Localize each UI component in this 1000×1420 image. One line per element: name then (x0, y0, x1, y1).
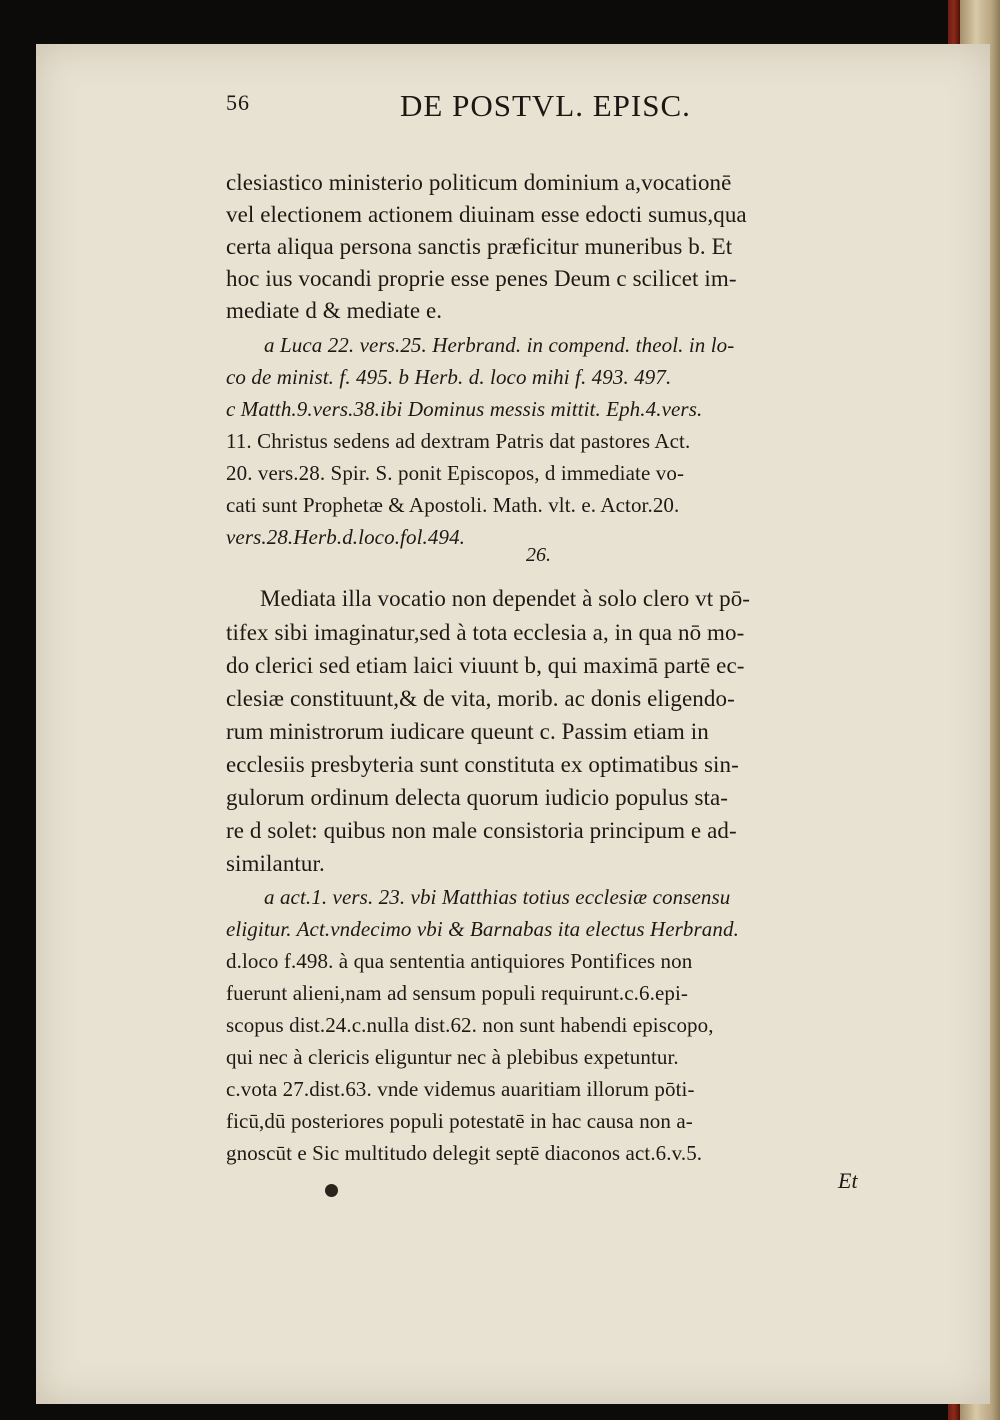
footnote-line: 11. Christus sedens ad dextram Patris dat pastores Act. (226, 429, 691, 453)
catchword: Et (838, 1168, 858, 1193)
footnote-line: fuerunt alieni,nam ad sensum populi requirunt.c.6.epi- (226, 981, 689, 1005)
text-line: rum ministrorum iudicare queunt c. Passim etiam in (226, 719, 709, 744)
text-line: re d solet: quibus non male consistoria principum e ad- (226, 818, 737, 843)
footnote-line: gnoscūt e Sic multitudo delegit septē diaconos act.6.v.5. (226, 1141, 703, 1165)
footnote-line: qui nec à clericis eliguntur nec à plebibus expetuntur. (226, 1045, 679, 1069)
footnote-line: c Matth.9.vers.38.ibi Dominus messis mittit. Eph.4.vers. (226, 397, 703, 421)
text-line: do clerici sed etiam laici viuunt b, qui maximā partē ec- (226, 653, 745, 678)
text-line: tifex sibi imaginatur,sed à tota ecclesia a, in qua nō mo- (226, 620, 745, 645)
text-line: clesiastico ministerio politicum dominium a,vocationē (226, 170, 732, 195)
footnote-line: ficū,dū posteriores populi potestatē in hac causa non a- (226, 1109, 693, 1133)
footnote-line: vers.28.Herb.d.loco.fol.494. (226, 525, 466, 549)
footnote-line: cati sunt Prophetæ & Apostoli. Math. vlt. e. Actor.20. (226, 493, 680, 517)
page-number: 56 (226, 90, 250, 115)
footnote-line: eligitur. Act.vndecimo vbi & Barnabas ita electus Herbrand. (226, 917, 739, 941)
text-line: Mediata illa vocatio non dependet à solo clero vt pō- (260, 586, 751, 611)
book-page (36, 44, 990, 1404)
text-line: similantur. (226, 851, 325, 876)
text-line: vel electionem actionem diuinam esse edocti sumus,qua (226, 202, 747, 227)
text-line: gulorum ordinum delecta quorum iudicio populus sta- (226, 785, 729, 810)
footnote-line: scopus dist.24.c.nulla dist.62. non sunt habendi episcopo, (226, 1013, 714, 1037)
running-title: DE POSTVL. EPISC. (400, 88, 691, 123)
section-number: 26. (526, 544, 551, 566)
text-line: mediate d & mediate e. (226, 298, 443, 323)
footnote-line: a act.1. vers. 23. vbi Matthias totius ecclesiæ consensu (264, 885, 731, 909)
page-header (226, 88, 746, 128)
ink-blot (325, 1184, 338, 1197)
text-line: clesiæ constituunt,& de vita, morib. ac donis eligendo- (226, 686, 735, 711)
footnote-line: a Luca 22. vers.25. Herbrand. in compend. theol. in lo- (264, 333, 735, 357)
text-line: certa aliqua persona sanctis præficitur muneribus b. Et (226, 234, 733, 259)
footnote-line: 20. vers.28. Spir. S. ponit Episcopos, d immediate vo- (226, 461, 685, 485)
text-line: hoc ius vocandi proprie esse penes Deum c scilicet im- (226, 266, 737, 291)
footnote-line: d.loco f.498. à qua sententia antiquiores Pontifices non (226, 949, 693, 973)
footnote-line: c.vota 27.dist.63. vnde videmus auaritiam illorum pōti- (226, 1077, 695, 1101)
text-line: ecclesiis presbyteria sunt constituta ex optimatibus sin- (226, 752, 739, 777)
footnote-line: co de minist. f. 495. b Herb. d. loco mihi f. 493. 497. (226, 365, 672, 389)
